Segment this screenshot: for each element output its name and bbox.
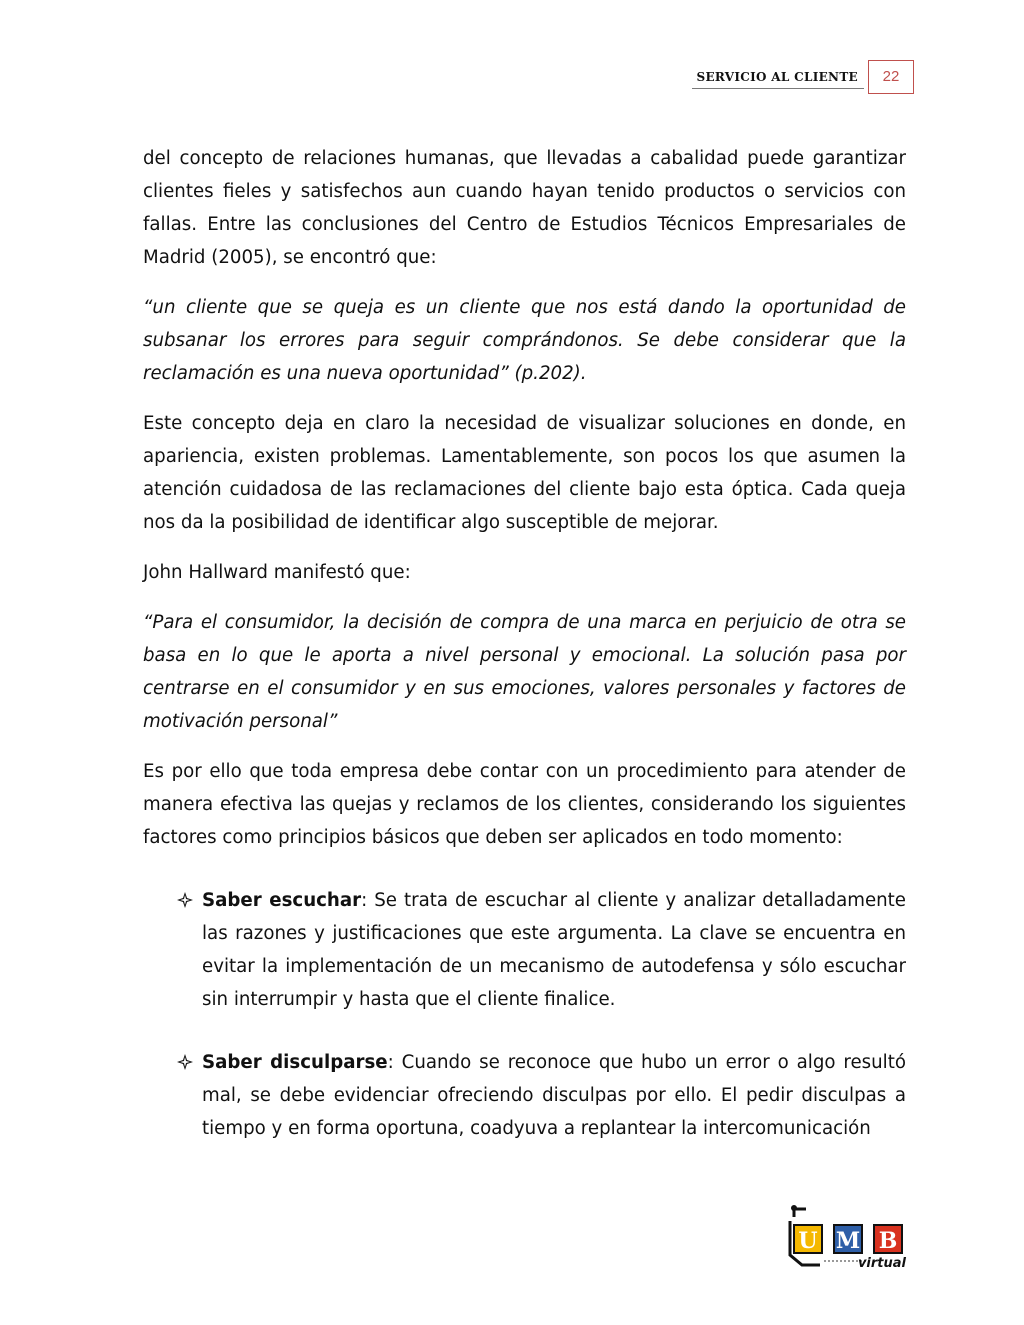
list-item <box>143 884 906 1016</box>
bullet-text: : Se trata de escuchar al cliente y analizar detalladamente las razones y justificaciones que este argumenta. La clave se encuentra en evitar la implementación de un mecanismo de autodefensa y sólo escuchar sin interrumpir y hasta que el cliente finalice. <box>202 890 906 1010</box>
diamond-bullet-icon <box>176 1053 194 1071</box>
bullet-term: Saber disculparse <box>202 1052 388 1073</box>
umb-virtual-logo <box>780 1205 910 1271</box>
list-item <box>143 1046 906 1145</box>
paragraph: Este concepto deja en claro la necesidad de visualizar soluciones en donde, en apariencia, existen problemas. Lamentablemente, son pocos los que asumen la atención cuidadosa de las reclamaciones del cliente bajo esta óptica. Cada queja nos da la posibilidad de identificar algo susceptible de mejorar. <box>143 413 906 533</box>
quote-paragraph: “Para el consumidor, la decisión de compra de una marca en perjuicio de otra se basa en lo que le aporta a nivel personal y emocional. La solución pasa por centrarse en el consumidor y en sus emociones, valores personales y factores de motivación personal” <box>143 612 906 732</box>
bullet-term: Saber escuchar <box>202 890 362 911</box>
logo-tagline: virtual <box>857 1256 906 1271</box>
paragraph: Es por ello que toda empresa debe contar con un procedimiento para atender de manera efectiva las quejas y reclamos de los clientes, considerando los siguientes factores como principios básicos que deben ser aplicados en todo momento: <box>143 761 906 848</box>
logo-letter-b: B <box>878 1228 898 1254</box>
paragraph: John Hallward manifestó que: <box>143 562 411 583</box>
logo-letter-u: U <box>798 1228 818 1254</box>
page-content <box>143 142 906 1145</box>
quote-paragraph: “un cliente que se queja es un cliente que nos está dando la oportunidad de subsanar los errores para seguir comprándonos. Se debe considerar que la reclamación es una nueva oportunidad” (p.202). <box>143 297 906 384</box>
paragraph: del concepto de relaciones humanas, que llevadas a cabalidad puede garantizar clientes fieles y satisfechos aun cuando hayan tenido productos o servicios con fallas. Entre las conclusiones del Centro de Estudios Técnicos Empresariales de Madrid (2005), se encontró que: <box>143 148 906 268</box>
diamond-bullet-icon <box>176 891 194 909</box>
header-title: SERVICIO AL CLIENTE <box>696 70 858 84</box>
bullet-text: : Cuando se reconoce que hubo un error o algo resultó mal, se debe evidenciar ofreciendo disculpas por ello. El pedir disculpas a tiempo y en forma oportuna, coadyuva a replantear la intercomunicación <box>202 1052 906 1139</box>
bullet-list <box>143 884 906 1145</box>
page-header <box>0 60 1024 96</box>
page-number: 22 <box>868 60 914 94</box>
spacer <box>143 1016 906 1046</box>
logo-letter-m: M <box>835 1228 861 1254</box>
header-rule <box>692 88 864 89</box>
